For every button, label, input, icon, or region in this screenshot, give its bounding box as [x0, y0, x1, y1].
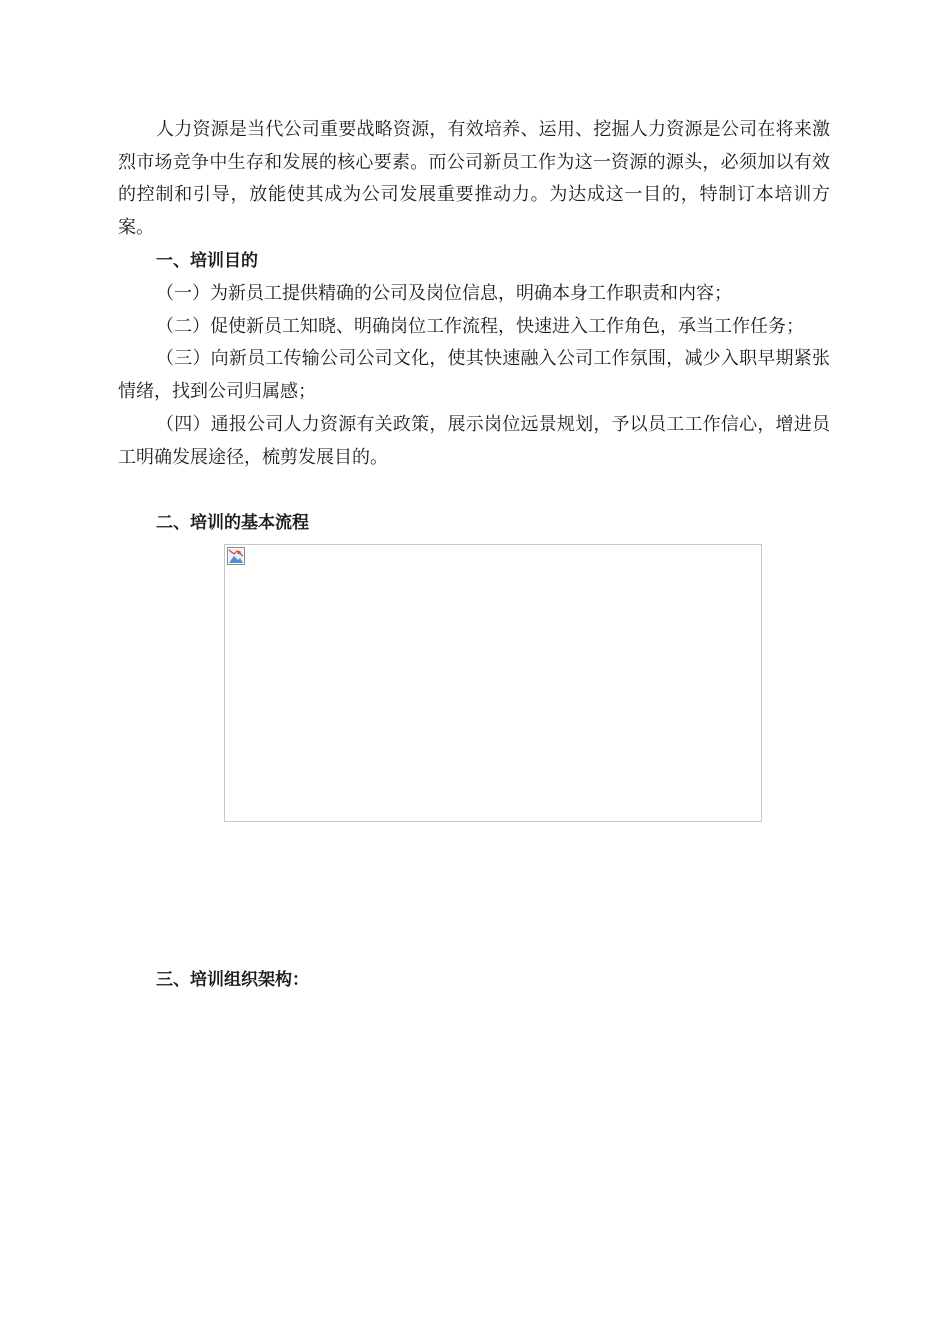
purpose-item-4: （四）通报公司人力资源有关政策，展示岗位远景规划，予以员工工作信心，增进员工明确发展途径，梳剪发展目的。 [118, 414, 830, 468]
purpose-item-1: （一）为新员工提供精确的公司及岗位信息，明确本身工作职责和内容； [156, 283, 732, 304]
section-heading-training-flow: 二、培训的基本流程 [156, 513, 309, 533]
section-heading-training-organization: 三、培训组织架构： [156, 970, 309, 990]
purpose-item-3: （三）向新员工传输公司公司文化，使其快速融入公司工作氛围，减少入职早期紧张情绪，找到公司归属感； [118, 348, 830, 402]
broken-image-icon [227, 547, 245, 565]
flowchart-image-placeholder [224, 544, 762, 822]
section-heading-training-purpose: 一、培训目的 [156, 251, 258, 271]
intro-paragraph: 人力资源是当代公司重要战略资源，有效培养、运用、挖掘人力资源是公司在将来激烈市场竞争中生存和发展的核心要素。而公司新员工作为这一资源的源头，必须加以有效的控制和引导，放能使其成为公司发展重要推动力。为达成这一目的，特制订本培训方案。 [118, 119, 830, 238]
purpose-item-2: （二）促使新员工知晓、明确岗位工作流程，快速进入工作角色，承当工作任务； [156, 316, 804, 337]
